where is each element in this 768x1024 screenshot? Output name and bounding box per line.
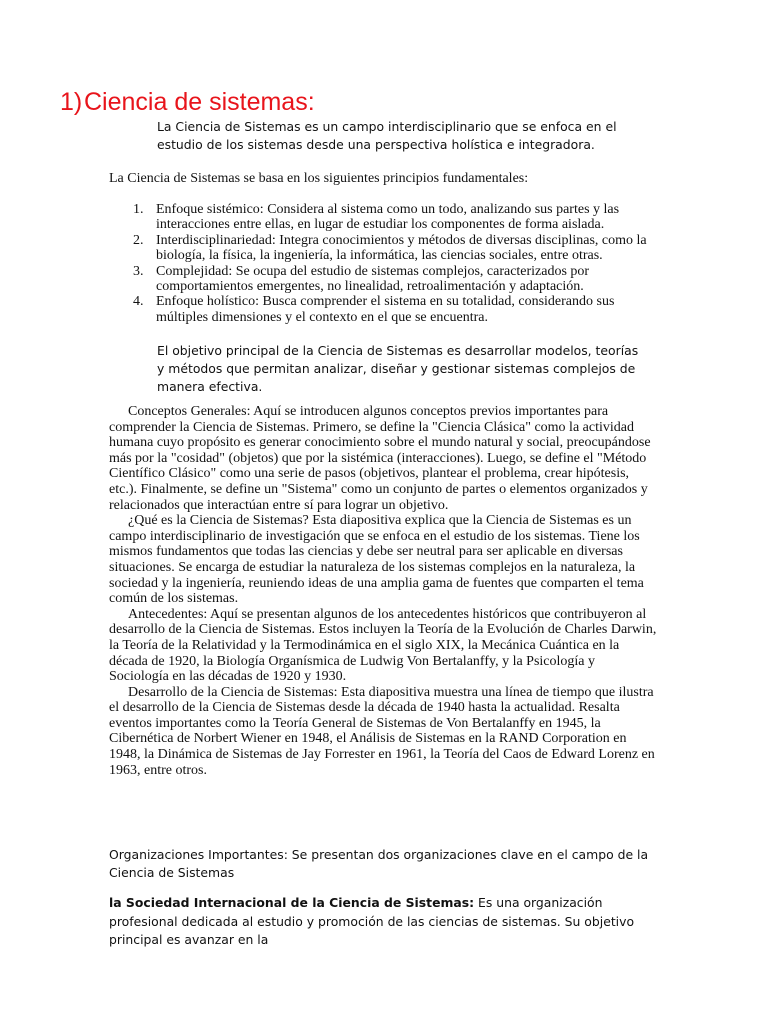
list-item-text: Enfoque holístico: Busca comprender el sistema en su totalidad, considerando sus múltiples dimensiones y el contexto en el que se encuentra.: [156, 294, 615, 325]
heading-number: 1): [60, 88, 83, 116]
society-name: la Sociedad Internacional de la Ciencia de Sistemas:: [109, 895, 475, 910]
list-item: [109, 294, 669, 325]
intro-paragraph: La Ciencia de Sistemas es un campo interdisciplinario que se enfoca en el estudio de los sistemas desde una perspectiva holística e integradora.: [157, 119, 617, 152]
list-item-text: Enfoque sistémico: Considera al sistema como un todo, analizando sus partes y las interacciones entre ellas, en lugar de estudiar los componentes de forma aislada.: [156, 202, 620, 233]
objective-paragraph: El objetivo principal de la Ciencia de Sistemas es desarrollar modelos, teorías y métodos que permitan analizar, diseñar y gestionar sistemas complejos de manera efectiva.: [157, 343, 639, 394]
principles-list: [109, 202, 669, 325]
list-item-number: 4.: [133, 294, 144, 310]
list-item-number: 2.: [133, 232, 144, 248]
organizations-paragraph: Organizaciones Importantes: Se presentan dos organizaciones clave en el campo de la Ciencia de Sistemas: [109, 847, 649, 880]
paragraph-development: Desarrollo de la Ciencia de Sistemas: Esta diapositiva muestra una línea de tiempo que ilustra el desarrollo de la Ciencia de Sistemas desde la década de 1940 hasta la actualidad. Resalta eventos importantes como la Teoría General de Sistemas de Von Bertalanffy en 1945, la Cibernética de Norbert Wiener en 1948, el Análisis de Sistemas en la RAND Corporation en 1948, la Dinámica de Sistemas de Jay Forrester en 1961, la Teoría del Caos de Edward Lorenz en 1963, entre otros.: [109, 684, 655, 778]
society-paragraph: [109, 894, 657, 950]
list-item: [109, 233, 669, 264]
list-item-text: Complejidad: Se ocupa del estudio de sistemas complejos, caracterizados por comportamientos emergentes, no linealidad, retroalimentación y adaptación.: [156, 263, 590, 295]
list-item-number: 3.: [133, 263, 144, 279]
page-heading: [60, 86, 660, 118]
paragraph-general-concepts: Conceptos Generales: Aquí se introducen algunos conceptos previos importantes para comprender la Ciencia de Sistemas. Primero, se define la "Ciencia Clásica" como la actividad humana cuyo propósito es generar conocimiento sobre el mundo natural y social, preocupándose más por la "cosidad" (objetos) que por la sistémica (interacciones). Luego, se define el "Método Científico Clásico" como una serie de pasos (objetivos, plantear el problema, crear hipótesis, etc.). Finalmente, se define un "Sistema" como un conjunto de partes o elementos organizados y relacionados que interactúan entre sí para lograr un objetivo.: [109, 404, 651, 513]
society-text: Es una organización profesional dedicada al estudio y promoción de las ciencias de sistemas. Su objetivo principal es avanzar en la: [109, 895, 635, 947]
list-item: [109, 264, 669, 295]
list-item-text: Interdisciplinariedad: Integra conocimientos y métodos de diversas disciplinas, como la biología, la física, la ingeniería, la informática, las ciencias sociales, entre otras.: [156, 232, 647, 264]
principles-intro: La Ciencia de Sistemas se basa en los siguientes principios fundamentales:: [109, 171, 529, 186]
list-item: [109, 202, 669, 233]
list-item-number: 1.: [133, 202, 144, 217]
heading-title: Ciencia de sistemas:: [84, 88, 315, 116]
concepts-section: [109, 404, 657, 778]
paragraph-what-is-systems-science: ¿Qué es la Ciencia de Sistemas? Esta diapositiva explica que la Ciencia de Sistemas es un campo interdisciplinario de investigación que se enfoca en el estudio de los sistemas. Tiene los mismos fundamentos que todas las ciencias y debe ser neutral para ser aplicable en diversas situaciones. Se encarga de estudiar la naturaleza de los sistemas complejos en la naturaleza, la sociedad y la ingeniería, reuniendo ideas de una amplia gama de fuentes que comparten el tema común de los sistemas.: [109, 513, 644, 607]
paragraph-background: Antecedentes: Aquí se presentan algunos de los antecedentes históricos que contribuyeron al desarrollo de la Ciencia de Sistemas. Estos incluyen la Teoría de la Evolución de Charles Darwin, la Teoría de la Relatividad y la Termodinámica en el siglo XIX, la Mecánica Cuántica en la década de 1920, la Biología Organísmica de Ludwig Von Bertalanffy, y la Psicología y Sociología en las décadas de 1920 y 1930.: [109, 606, 657, 685]
